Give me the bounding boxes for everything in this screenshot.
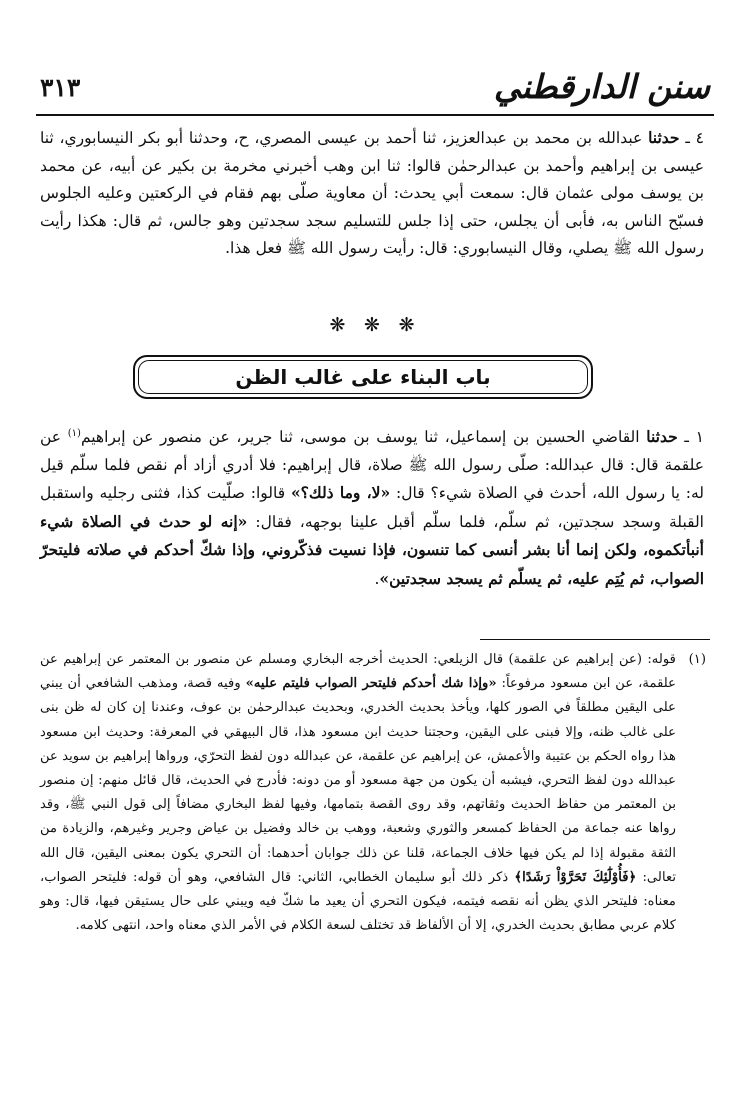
footnote-text-part-3: ذكر ذلك أبو سليمان الخطابي، الثاني: قال الشافعي، وهو أن قوله: فليتحر الصواب، معناه: فليتحر الذي يظن أنه نقصه فيتمه، فيكون التحري أن يعيد ما شكّ فيه ويبني على حال يستيقن فيها، قال: وهو كلام عربي مطابق بحديث الخدري، إلا أن الألفاظ قد تختلف لسعة الكلام في الأمر الذي معناه واحد، انتهى كلامه.: [40, 869, 676, 934]
hadith-text-part-1: القاضي الحسين بن إسماعيل، ثنا يوسف بن موسى، ثنا جرير، عن منصور عن إبراهيم: [80, 428, 640, 447]
quran-verse: ﴿فَأُوْلَٰٓئِكَ تَحَرَّوْاْ رَشَدًا﴾: [514, 869, 637, 885]
footnote-reference: (١): [67, 428, 81, 439]
footnote-text-part-2: وفيه قصة، ومذهب الشافعي أن يبني على اليقين مطلقاً في الصور كلها، ويأخذ بحديث الخدري، وبحديث عبدالرحمٰن بن عوف، وعندنا إن كان له ظن بنى على غالب ظنه، وإلا فبنى على اليقين، وحجتنا حديث ابن مسعود هذا، قال البيهقي في المعرفة: وحديث ابن مسعود هذا رواه الحكم بن عتيبة والأعمش، عن إبراهيم عن علقمة، عن عبدالله دون لفظ التحرّي، ورواها إبراهيم بن سويد عن عبدالله دون لفظ التحري، فيشبه أن يكون من جهة مسعود أو من دونه: فأدرج في الحديث، قال قائل منهم: إن منصور بن المعتمر من حفاظ الحديث وثقاتهم، وقد روى القصة بتمامها، وفيها لفظ البخاري مضافاً إلى قول النبي ﷺ، وقد رواها عنه جماعة من الحفاظ كمسعر والثوري وشعبة، ووهب بن خالد وفضيل بن عياض وجرير وغيرهم، والزيادة من الثقة مقبولة إذا لم يكن فيها خلاف الجماعة، قلنا عن ذلك جوابان أحدهما: أن التحري يكون بمعنى اليقين، قال الله تعالى:: [40, 676, 676, 885]
hadith-1: [40, 420, 704, 593]
hadith-1-paragraph: [40, 420, 704, 593]
hadith-end: .: [374, 569, 380, 588]
hadith-4-paragraph: [40, 124, 704, 263]
chapter-heading-frame: [133, 355, 593, 399]
footnote-separator-line: [480, 639, 710, 640]
page-number: ٣١٣: [40, 73, 81, 102]
hadith-opening: حدثنا: [646, 427, 678, 447]
prophet-quote-1: «لا، وما ذلك؟»: [290, 483, 391, 503]
section-separator-stars: ❋ ❋ ❋: [329, 314, 421, 336]
hadith-number: ١ ـ: [684, 428, 704, 447]
hadith-text: عبدالله بن محمد بن عبدالعزيز، ثنا أحمد بن عيسى المصري، ح، وحدثنا أبو بكر النيسابوري، ثنا عيسى بن إبراهيم وأحمد بن عبدالرحمٰن قالوا: ثنا ابن وهب أخبرني مخرمة بن بكير عن أبيه، عن محمد بن يوسف مولى عثمان قال: سمعت أبي يحدث: أن معاوية صلّى بهم فقام في الركعتين وعليه الجلوس فسبّح الناس به، فأبى أن يجلس، حتى إذا جلس للتسليم سجد سجدتين وهو جالس، ثم قال: هكذا رأيت رسول الله ﷺ يصلي، وقال النيسابوري: قال: رأيت رسول الله ﷺ فعل هذا.: [40, 129, 704, 258]
chapter-title: باب البناء على غالب الظن: [235, 365, 491, 389]
page-header: [36, 62, 714, 116]
footnote-1: [40, 648, 706, 938]
prophet-quote-2: «إنه لو حدث في الصلاة شيء أنبأتكموه، ولكن إنما أنا بشر أنسى كما تنسون، فإذا نسيت فذكّروني، وإذا شكّ أحدكم في صلاته فليتحرّ الصواب، ثم يُتِم عليه، ثم يسلّم ثم يسجد سجدتين»: [40, 511, 704, 588]
hadith-text-part-3: قالوا: صلّيت كذا، فثنى رجليه واستقبل القبلة وسجد سجدتين، ثم سلّم، فلما سلّم أقبل علينا بوجهه، فقال:: [40, 484, 704, 531]
hadith-4: [40, 124, 704, 263]
hadith-text-part-2: عن علقمة قال: قال عبدالله: صلّى رسول الله ﷺ صلاة، قال إبراهيم: فلا أدري أزاد أم نقص فلما سلّم قيل له: يا رسول الله، أحدث في الصلاة شيء؟ قال:: [40, 428, 705, 503]
hadith-number: ٤ ـ: [685, 129, 704, 147]
footnote-quote-1: «وإذا شك أحدكم فليتحر الصواب فليتم عليه»: [245, 676, 497, 692]
footnote-text-part-1: قوله: (عن إبراهيم عن علقمة) قال الزيلعي: الحديث أخرجه البخاري ومسلم عن منصور بن المعتمر عن إبراهيم عن علقمة، عن ابن مسعود مرفوعاً:: [40, 652, 676, 692]
running-title: سنن الدارقطني: [493, 67, 710, 106]
hadith-opening: حدثنا: [648, 128, 680, 147]
footnote-paragraph: [40, 648, 676, 938]
footnote-marker: (١): [688, 652, 706, 667]
